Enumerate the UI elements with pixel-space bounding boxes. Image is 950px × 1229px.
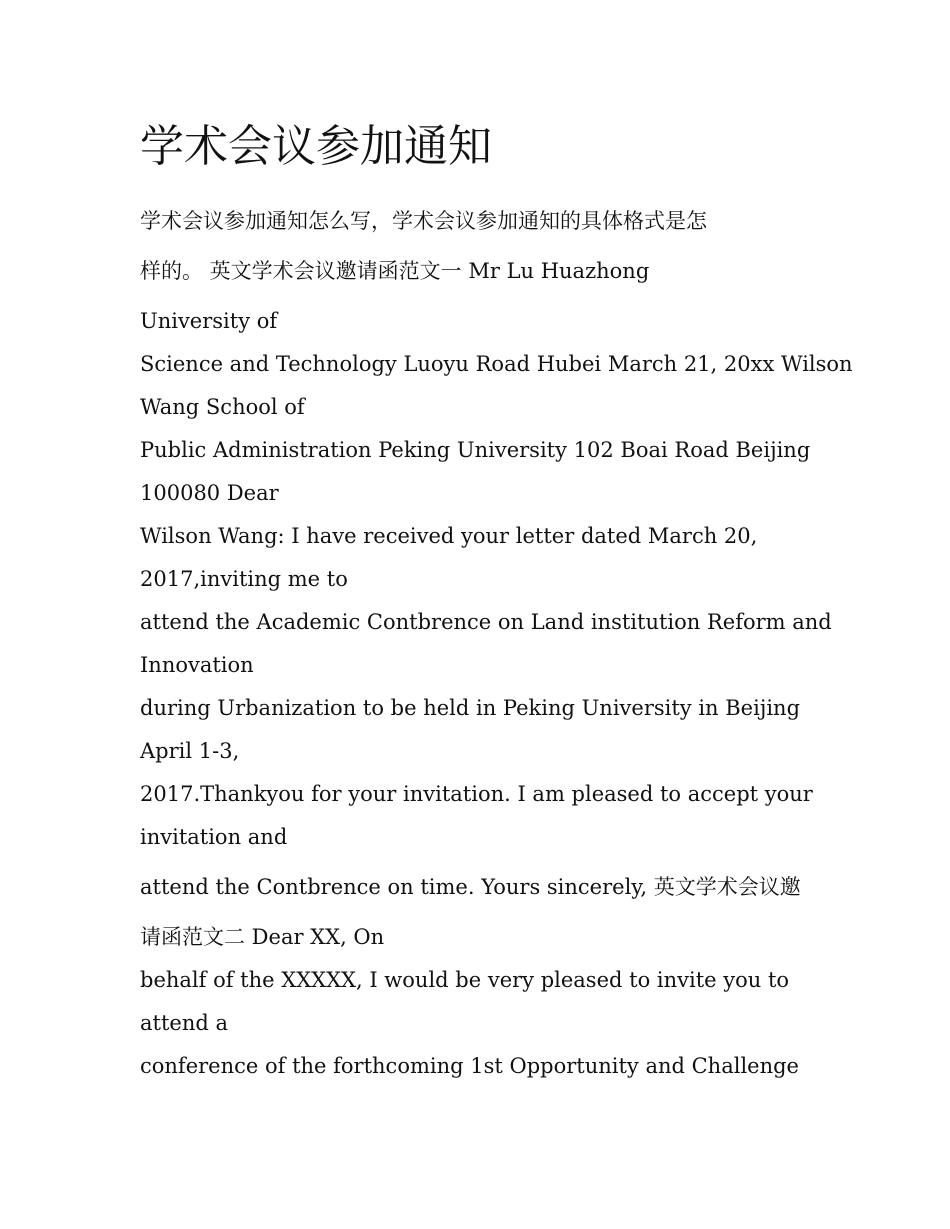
body-line: 2017,inviting me to (140, 567, 348, 591)
body-line: attend the Academic Contbrence on Land institution Reform and (140, 610, 832, 634)
body-line: 100080 Dear (140, 481, 279, 505)
body-line: Wilson Wang: I have received your letter dated March 20, (140, 524, 758, 548)
document-title: 学术会议参加通知 (140, 121, 492, 172)
body-line: invitation and (140, 825, 288, 849)
document-body (140, 200, 853, 1088)
body-line: conference of the forthcoming 1st Opportunity and Challenge (140, 1054, 799, 1078)
body-line: Public Administration Peking University 102 Boai Road Beijing (140, 438, 811, 462)
body-line: 2017.Thankyou for your invitation. I am pleased to accept your (140, 782, 813, 806)
body-line: Science and Technology Luoyu Road Hubei March 21, 20xx Wilson (140, 352, 853, 376)
body-line: April 1-3, (140, 739, 240, 763)
body-line: University of (140, 309, 278, 333)
body-line: during Urbanization to be held in Peking University in Beijing (140, 696, 801, 720)
body-line: Innovation (140, 653, 254, 677)
body-line: 样的。 英文学术会议邀请函范文一 Mr Lu Huazhong (140, 259, 650, 283)
body-line: attend a (140, 1011, 228, 1035)
body-line: Wang School of (140, 395, 305, 419)
body-line: attend the Contbrence on time. Yours sincerely, 英文学术会议邀 (140, 875, 801, 899)
body-line: 学术会议参加通知怎么写，学术会议参加通知的具体格式是怎 (140, 209, 707, 233)
body-line: 请函范文二 Dear XX, On (140, 925, 385, 949)
body-line: behalf of the XXXXX, I would be very pleased to invite you to (140, 968, 790, 992)
